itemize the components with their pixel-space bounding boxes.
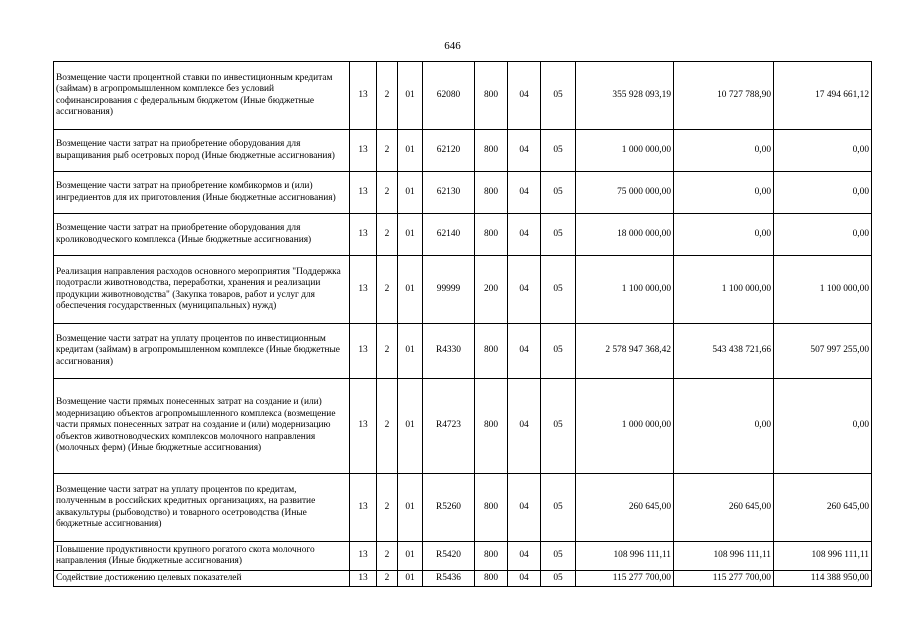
cell-section: 04 (508, 130, 541, 172)
cell-section: 04 (508, 214, 541, 256)
cell-expense-type: 200 (475, 256, 508, 324)
cell-program: 13 (350, 571, 377, 587)
cell-amount-1: 75 000 000,00 (576, 172, 674, 214)
cell-amount-1: 108 996 111,11 (576, 542, 674, 571)
cell-amount-2: 1 100 000,00 (674, 256, 774, 324)
cell-subprogram: 2 (377, 172, 398, 214)
cell-subsection: 05 (541, 62, 576, 130)
cell-amount-3: 260 645,00 (774, 474, 872, 542)
table-row (54, 324, 872, 379)
cell-expense-type: 800 (475, 474, 508, 542)
cell-direction-code: R5436 (423, 571, 475, 587)
cell-amount-3: 507 997 255,00 (774, 324, 872, 379)
cell-amount-2: 0,00 (674, 379, 774, 474)
cell-amount-3: 0,00 (774, 130, 872, 172)
cell-subsection: 05 (541, 172, 576, 214)
cell-subprogram: 2 (377, 130, 398, 172)
cell-subsection: 05 (541, 324, 576, 379)
cell-amount-3: 108 996 111,11 (774, 542, 872, 571)
cell-subsection: 05 (541, 571, 576, 587)
cell-amount-1: 1 100 000,00 (576, 256, 674, 324)
cell-expense-type: 800 (475, 172, 508, 214)
cell-description: Содействие достижению целевых показателей (54, 571, 350, 587)
cell-program: 13 (350, 474, 377, 542)
cell-subsection: 05 (541, 542, 576, 571)
cell-main-event: 01 (398, 214, 423, 256)
cell-section: 04 (508, 256, 541, 324)
cell-main-event: 01 (398, 571, 423, 587)
cell-program: 13 (350, 324, 377, 379)
cell-subsection: 05 (541, 474, 576, 542)
cell-description: Возмещение части затрат на приобретение комбикормов и (или) ингредиентов для их приготовления (Иные бюджетные ассигнования) (54, 172, 350, 214)
cell-program: 13 (350, 214, 377, 256)
cell-direction-code: R4723 (423, 379, 475, 474)
cell-description: Повышение продуктивности крупного рогатого скота молочного направления (Иные бюджетные ассигнования) (54, 542, 350, 571)
cell-description: Возмещение части затрат на уплату процентов по кредитам, полученным в российских кредитных организациях, на развитие аквакультуры (рыбоводство) и товарного осетроводства (Иные бюджетные ассигнования) (54, 474, 350, 542)
cell-expense-type: 800 (475, 379, 508, 474)
cell-subprogram: 2 (377, 542, 398, 571)
cell-amount-2: 115 277 700,00 (674, 571, 774, 587)
cell-description: Возмещение части затрат на уплату процентов по инвестиционным кредитам (займам) в агропромышленном комплексе (Иные бюджетные ассигнования) (54, 324, 350, 379)
table-row (54, 214, 872, 256)
cell-expense-type: 800 (475, 324, 508, 379)
cell-amount-2: 108 996 111,11 (674, 542, 774, 571)
cell-section: 04 (508, 474, 541, 542)
cell-amount-2: 10 727 788,90 (674, 62, 774, 130)
cell-main-event: 01 (398, 474, 423, 542)
cell-direction-code: 62120 (423, 130, 475, 172)
cell-subsection: 05 (541, 379, 576, 474)
cell-direction-code: R5420 (423, 542, 475, 571)
cell-amount-3: 0,00 (774, 379, 872, 474)
cell-amount-1: 2 578 947 368,42 (576, 324, 674, 379)
cell-expense-type: 800 (475, 130, 508, 172)
cell-amount-3: 17 494 661,12 (774, 62, 872, 130)
cell-direction-code: R4330 (423, 324, 475, 379)
table-row (54, 130, 872, 172)
cell-program: 13 (350, 379, 377, 474)
cell-main-event: 01 (398, 172, 423, 214)
cell-section: 04 (508, 542, 541, 571)
cell-main-event: 01 (398, 256, 423, 324)
cell-amount-1: 260 645,00 (576, 474, 674, 542)
cell-subprogram: 2 (377, 256, 398, 324)
cell-amount-2: 260 645,00 (674, 474, 774, 542)
page-number: 646 (444, 40, 461, 52)
cell-description: Возмещение части затрат на приобретение оборудования для кролиководческого комплекса (Иные бюджетные ассигнования) (54, 214, 350, 256)
cell-amount-3: 114 388 950,00 (774, 571, 872, 587)
cell-program: 13 (350, 172, 377, 214)
table-row (54, 256, 872, 324)
cell-amount-1: 18 000 000,00 (576, 214, 674, 256)
budget-table-body (54, 62, 872, 587)
cell-expense-type: 800 (475, 542, 508, 571)
cell-program: 13 (350, 542, 377, 571)
cell-amount-1: 1 000 000,00 (576, 130, 674, 172)
cell-amount-2: 543 438 721,66 (674, 324, 774, 379)
cell-subprogram: 2 (377, 324, 398, 379)
cell-amount-3: 0,00 (774, 214, 872, 256)
cell-program: 13 (350, 256, 377, 324)
cell-expense-type: 800 (475, 62, 508, 130)
cell-subprogram: 2 (377, 474, 398, 542)
cell-main-event: 01 (398, 62, 423, 130)
cell-section: 04 (508, 324, 541, 379)
cell-amount-1: 1 000 000,00 (576, 379, 674, 474)
cell-amount-3: 1 100 000,00 (774, 256, 872, 324)
cell-subprogram: 2 (377, 379, 398, 474)
cell-amount-2: 0,00 (674, 130, 774, 172)
cell-expense-type: 800 (475, 214, 508, 256)
cell-amount-1: 355 928 093,19 (576, 62, 674, 130)
table-row (54, 379, 872, 474)
cell-section: 04 (508, 62, 541, 130)
cell-main-event: 01 (398, 379, 423, 474)
cell-subsection: 05 (541, 256, 576, 324)
cell-description: Возмещение части прямых понесенных затрат на создание и (или) модернизацию объектов агропромышленного комплекса (возмещение части прямых понесенных затрат на создание и (или) модернизацию объектов животноводческих комплексов молочного направления (молочных ферм) (Иные бюджетные ассигнования) (54, 379, 350, 474)
table-row (54, 474, 872, 542)
cell-section: 04 (508, 172, 541, 214)
budget-table (53, 61, 872, 587)
table-row (54, 62, 872, 130)
cell-subprogram: 2 (377, 571, 398, 587)
cell-main-event: 01 (398, 542, 423, 571)
cell-section: 04 (508, 571, 541, 587)
cell-direction-code: 99999 (423, 256, 475, 324)
table-row (54, 542, 872, 571)
cell-description: Возмещение части процентной ставки по инвестиционным кредитам (займам) в агропромышленном комплексе без условий софинансирования с федеральным бюджетом (Иные бюджетные ассигнования) (54, 62, 350, 130)
cell-amount-3: 0,00 (774, 172, 872, 214)
cell-subsection: 05 (541, 130, 576, 172)
cell-program: 13 (350, 130, 377, 172)
cell-subprogram: 2 (377, 62, 398, 130)
cell-amount-1: 115 277 700,00 (576, 571, 674, 587)
cell-program: 13 (350, 62, 377, 130)
cell-section: 04 (508, 379, 541, 474)
cell-amount-2: 0,00 (674, 214, 774, 256)
cell-main-event: 01 (398, 324, 423, 379)
cell-main-event: 01 (398, 130, 423, 172)
cell-direction-code: 62080 (423, 62, 475, 130)
cell-subprogram: 2 (377, 214, 398, 256)
cell-direction-code: 62140 (423, 214, 475, 256)
cell-direction-code: 62130 (423, 172, 475, 214)
table-row (54, 172, 872, 214)
cell-description: Возмещение части затрат на приобретение оборудования для выращивания рыб осетровых пород (Иные бюджетные ассигнования) (54, 130, 350, 172)
cell-expense-type: 800 (475, 571, 508, 587)
cell-subsection: 05 (541, 214, 576, 256)
table-row (54, 571, 872, 587)
cell-amount-2: 0,00 (674, 172, 774, 214)
cell-description: Реализация направления расходов основного мероприятия "Поддержка подотрасли животноводства, переработки, хранения и реализации продукции животноводства" (Закупка товаров, работ и услуг для обеспечения государственных (муниципальных) нужд) (54, 256, 350, 324)
cell-direction-code: R5260 (423, 474, 475, 542)
